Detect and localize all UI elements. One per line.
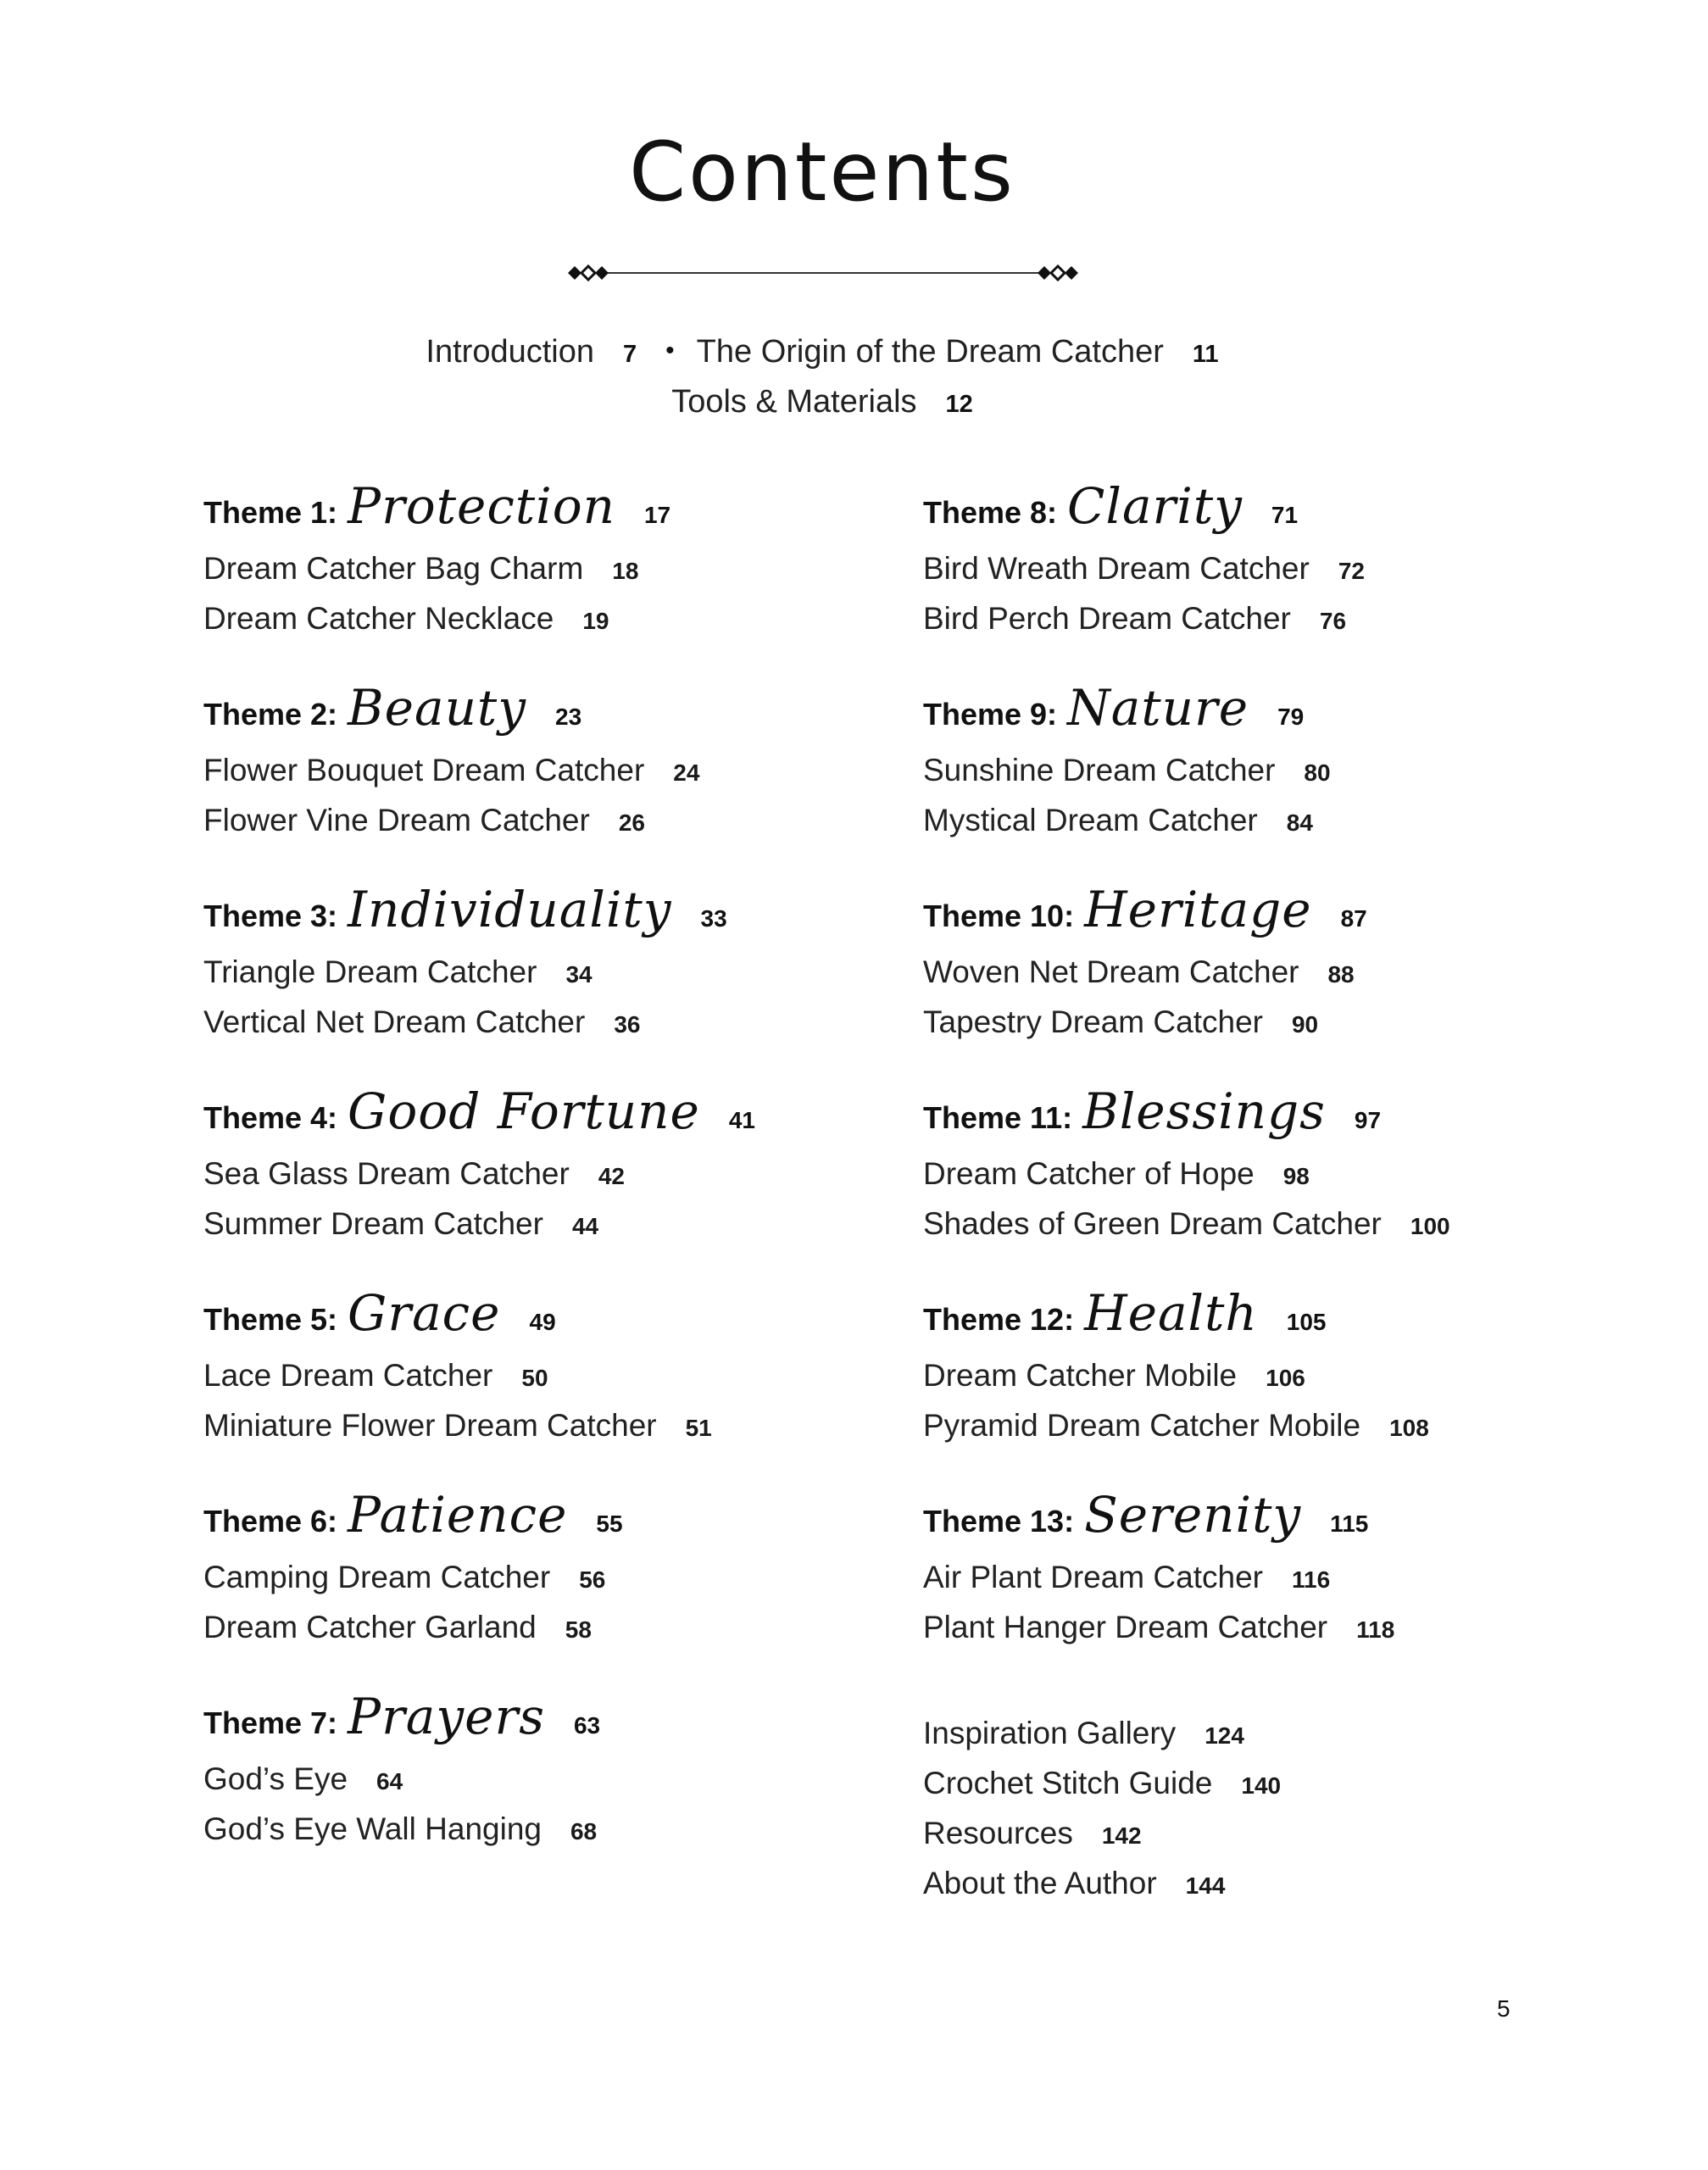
toc-entry[interactable]	[203, 1611, 592, 1643]
theme-number: Theme 8:	[923, 495, 1058, 530]
toc-entry-label: Sea Glass Dream Catcher	[203, 1156, 570, 1191]
page-number: 55	[596, 1511, 623, 1537]
page-number: 115	[1330, 1511, 1369, 1537]
theme-name[interactable]: Prayers	[348, 1688, 545, 1745]
page-number: 100	[1410, 1213, 1450, 1239]
theme-number: Theme 13:	[923, 1504, 1075, 1538]
page-number: 50	[521, 1365, 548, 1391]
theme-heading	[923, 1082, 1382, 1140]
theme-heading	[923, 1284, 1327, 1342]
toc-entry[interactable]	[923, 1208, 1450, 1239]
toc-entry[interactable]	[203, 603, 609, 634]
toc-entry[interactable]	[203, 1158, 625, 1189]
theme-heading	[203, 679, 582, 737]
theme-name[interactable]: Blessings	[1082, 1082, 1326, 1140]
toc-entry[interactable]	[923, 1158, 1310, 1189]
toc-entry-label: Air Plant Dream Catcher	[923, 1560, 1263, 1594]
toc-entry-back-matter[interactable]	[923, 1867, 1225, 1899]
page-number: 90	[1291, 1011, 1319, 1038]
toc-entry-label: Vertical Net Dream Catcher	[203, 1004, 586, 1039]
page-number: 142	[1101, 1822, 1142, 1849]
page-number: 71	[1271, 502, 1299, 528]
toc-entry-back-matter[interactable]	[923, 1817, 1142, 1849]
theme-name[interactable]: Protection	[348, 477, 615, 535]
page-number: 18	[612, 558, 639, 584]
toc-entry-label: Flower Bouquet Dream Catcher	[203, 753, 645, 787]
theme-heading	[203, 1284, 556, 1342]
page-number: 41	[728, 1107, 755, 1133]
toc-entry[interactable]	[923, 1611, 1394, 1643]
theme-name[interactable]: Health	[1084, 1284, 1258, 1342]
toc-entry[interactable]	[203, 1006, 640, 1038]
bullet-separator: •	[665, 337, 675, 364]
theme-name[interactable]: Clarity	[1067, 477, 1243, 535]
toc-entry[interactable]	[923, 1561, 1330, 1593]
divider-ornament-right	[1038, 266, 1078, 280]
toc-entry-label: Pyramid Dream Catcher Mobile	[923, 1408, 1361, 1443]
theme-name[interactable]: Heritage	[1084, 881, 1312, 938]
page-number: 88	[1327, 961, 1355, 988]
page-number: 98	[1282, 1163, 1310, 1189]
theme-heading	[923, 477, 1299, 535]
toc-entry[interactable]	[923, 754, 1331, 786]
page-number: 79	[1277, 704, 1305, 730]
page-number: 58	[565, 1616, 592, 1643]
page-number: 36	[614, 1011, 641, 1038]
toc-entry[interactable]	[203, 754, 699, 786]
toc-entry[interactable]	[923, 1410, 1429, 1441]
page-number: 124	[1205, 1722, 1244, 1749]
theme-number: Theme 12:	[923, 1302, 1075, 1337]
toc-entry-label: Mystical Dream Catcher	[923, 803, 1258, 837]
toc-entry[interactable]	[203, 956, 593, 988]
theme-name[interactable]: Individuality	[348, 881, 672, 938]
page-number: 76	[1319, 608, 1347, 634]
page-number: 44	[571, 1213, 599, 1239]
page-number: 23	[555, 704, 582, 730]
page-number: 84	[1286, 810, 1313, 836]
toc-entry[interactable]	[923, 603, 1346, 634]
toc-entry[interactable]	[203, 1813, 597, 1844]
toc-entry-label: Summer Dream Catcher	[203, 1206, 543, 1241]
theme-heading	[203, 1082, 755, 1140]
toc-entry-label: Miniature Flower Dream Catcher	[203, 1408, 657, 1443]
theme-name[interactable]: Serenity	[1084, 1486, 1302, 1544]
page-number: 64	[376, 1768, 403, 1794]
theme-number: Theme 3:	[203, 899, 338, 933]
toc-entry[interactable]	[203, 1410, 712, 1441]
toc-entry[interactable]	[203, 1208, 598, 1239]
page-number: 72	[1338, 558, 1365, 584]
toc-entry[interactable]	[923, 1006, 1318, 1038]
theme-number: Theme 2:	[203, 697, 338, 732]
theme-heading	[923, 1486, 1369, 1544]
toc-entry-label: Bird Wreath Dream Catcher	[923, 551, 1310, 586]
page-number: 12	[945, 391, 973, 418]
intro-line-2	[0, 386, 1644, 418]
page-number: 97	[1354, 1107, 1382, 1133]
page-number: 33	[700, 905, 727, 932]
page-number: 7	[623, 341, 637, 368]
toc-entry-label: Dream Catcher Bag Charm	[203, 551, 584, 586]
page-number: 87	[1340, 905, 1367, 932]
toc-entry-label: Plant Hanger Dream Catcher	[923, 1610, 1328, 1644]
toc-entry-label: Flower Vine Dream Catcher	[203, 803, 590, 837]
toc-entry-label: Lace Dream Catcher	[203, 1358, 493, 1393]
theme-heading	[923, 881, 1367, 938]
toc-entry-tools[interactable]: Tools & Materials	[671, 384, 917, 420]
theme-number: Theme 5:	[203, 1302, 338, 1337]
ornamental-divider	[566, 261, 1080, 285]
toc-entry[interactable]	[203, 1360, 548, 1391]
theme-heading	[203, 1688, 601, 1745]
theme-name[interactable]: Patience	[348, 1486, 568, 1544]
page-number: 17	[643, 502, 671, 528]
toc-entry[interactable]	[203, 1561, 605, 1593]
toc-entry-label: Shades of Green Dream Catcher	[923, 1206, 1382, 1241]
page-number: 105	[1286, 1309, 1327, 1335]
page-number: 56	[579, 1566, 606, 1593]
toc-entry[interactable]	[923, 553, 1365, 584]
toc-entry-label: About the Author	[923, 1866, 1157, 1900]
page-number: 49	[529, 1309, 556, 1335]
theme-name[interactable]: Good Fortune	[348, 1082, 700, 1140]
page-number: 24	[673, 760, 700, 786]
page-number: 63	[573, 1712, 601, 1739]
page-number: 19	[582, 608, 609, 634]
toc-entry-label: Camping Dream Catcher	[203, 1560, 551, 1594]
theme-name[interactable]: Nature	[1067, 679, 1249, 737]
toc-entry-origin[interactable]: The Origin of the Dream Catcher	[696, 334, 1164, 370]
theme-name[interactable]: Beauty	[348, 679, 527, 737]
theme-number: Theme 1:	[203, 495, 338, 530]
toc-entry[interactable]	[203, 1763, 403, 1794]
toc-entry[interactable]	[923, 1360, 1305, 1391]
toc-entry[interactable]	[203, 804, 645, 836]
page-number: 80	[1304, 760, 1331, 786]
theme-heading	[203, 881, 727, 938]
toc-entry-label: Crochet Stitch Guide	[923, 1766, 1213, 1800]
page-folio: 5	[1497, 1995, 1510, 2022]
theme-number: Theme 6:	[203, 1504, 338, 1538]
toc-entry-label: Dream Catcher Necklace	[203, 601, 554, 636]
toc-entry-label: Sunshine Dream Catcher	[923, 753, 1276, 787]
toc-entry-label: Bird Perch Dream Catcher	[923, 601, 1291, 636]
theme-number: Theme 7:	[203, 1705, 338, 1740]
theme-heading	[203, 1486, 623, 1544]
toc-entry-back-matter[interactable]	[923, 1717, 1244, 1749]
page-number: 106	[1266, 1365, 1305, 1391]
theme-number: Theme 11:	[923, 1100, 1073, 1135]
toc-entry[interactable]	[203, 553, 638, 584]
page-title: Contents	[629, 125, 1015, 220]
theme-name[interactable]: Grace	[348, 1284, 501, 1342]
toc-entry-introduction[interactable]: Introduction	[426, 334, 594, 370]
toc-entry-label: Triangle Dream Catcher	[203, 954, 537, 989]
page-number: 116	[1291, 1566, 1331, 1593]
page-number: 11	[1192, 341, 1219, 368]
toc-entry[interactable]	[923, 804, 1313, 836]
page-number: 51	[685, 1415, 712, 1441]
toc-entry-label: Woven Net Dream Catcher	[923, 954, 1299, 989]
toc-entry-label: Tapestry Dream Catcher	[923, 1004, 1263, 1039]
page-number: 26	[618, 810, 645, 836]
theme-number: Theme 4:	[203, 1100, 338, 1135]
page-number: 144	[1185, 1872, 1226, 1899]
theme-heading	[203, 477, 671, 535]
page-number: 34	[565, 961, 593, 988]
toc-entry-label: Resources	[923, 1816, 1073, 1850]
theme-number: Theme 10:	[923, 899, 1075, 933]
page-number: 118	[1356, 1616, 1395, 1643]
toc-entry-label: God’s Eye	[203, 1761, 348, 1796]
divider-ornament-left	[568, 266, 609, 280]
page-number: 108	[1389, 1415, 1429, 1441]
page-number: 42	[598, 1163, 625, 1189]
toc-entry-label: Dream Catcher Garland	[203, 1610, 537, 1644]
theme-number: Theme 9:	[923, 697, 1058, 732]
theme-heading	[923, 679, 1305, 737]
toc-entry-label: Dream Catcher Mobile	[923, 1358, 1238, 1393]
toc-entry-label: Dream Catcher of Hope	[923, 1156, 1255, 1191]
toc-entry-back-matter[interactable]	[923, 1767, 1281, 1799]
toc-entry[interactable]	[923, 956, 1355, 988]
toc-entry-label: Inspiration Gallery	[923, 1716, 1177, 1750]
page-number: 140	[1241, 1772, 1282, 1799]
toc-entry-label: God’s Eye Wall Hanging	[203, 1811, 542, 1846]
page-number: 68	[570, 1818, 598, 1844]
intro-line-1	[0, 336, 1644, 368]
